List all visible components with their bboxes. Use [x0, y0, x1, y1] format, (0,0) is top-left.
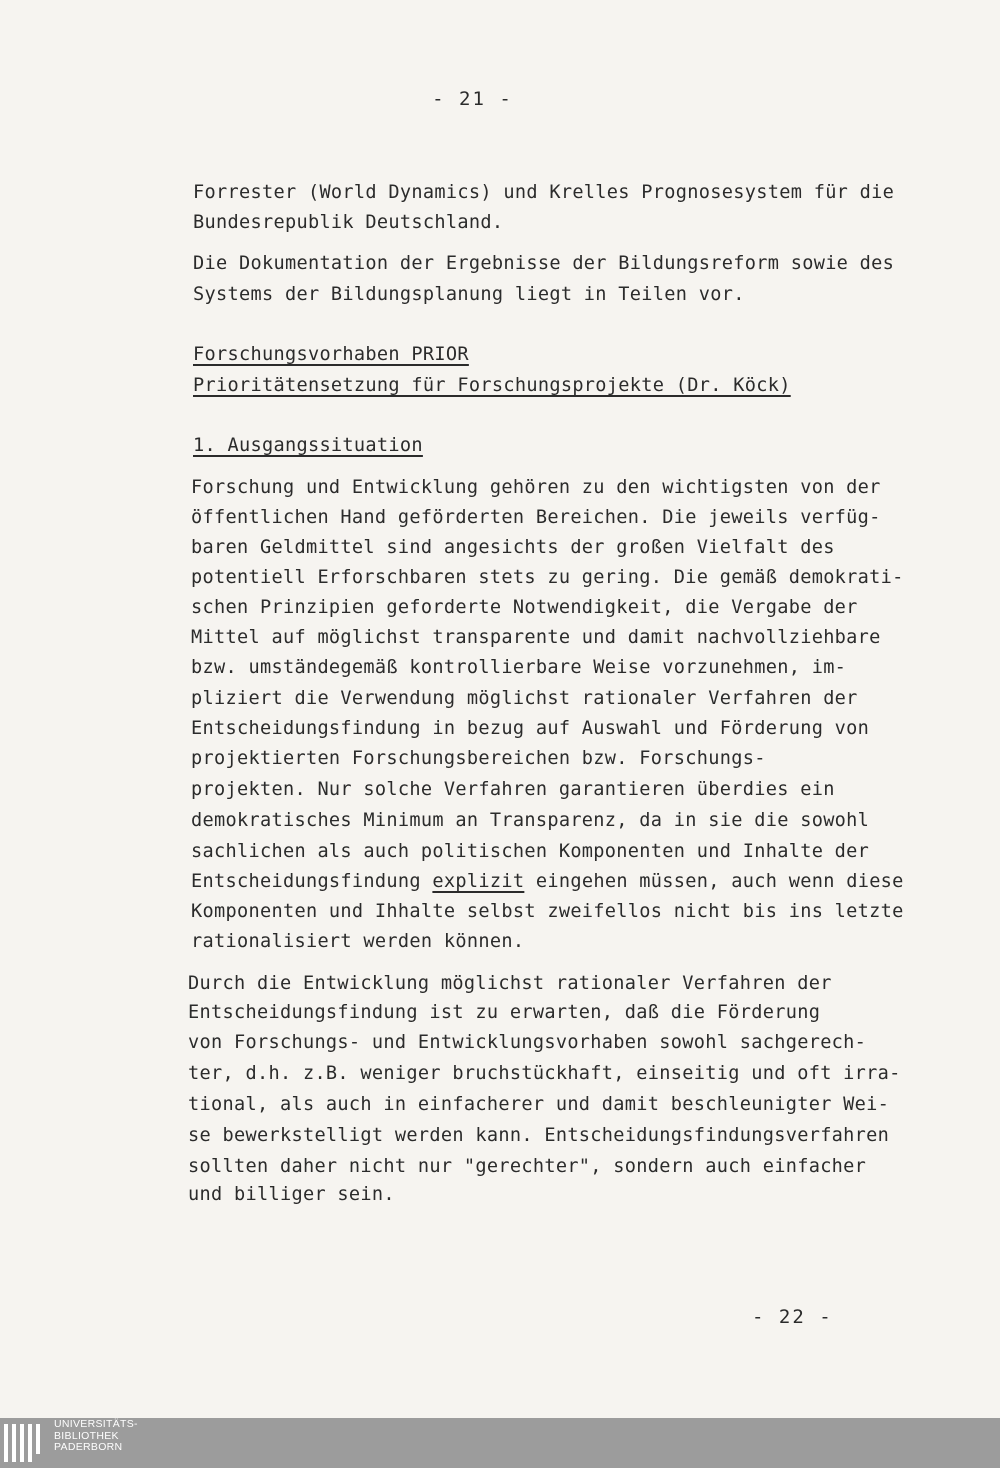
paragraph-line: projektierten Forschungsbereichen bzw. Forschungs- — [191, 748, 766, 769]
paragraph-line: Durch die Entwicklung möglichst rationaler Verfahren der — [188, 973, 832, 994]
intro-line-1: Forrester (World Dynamics) und Krelles Prognosesystem für die — [193, 182, 895, 203]
paragraph-line: Mittel auf möglichst transparente und damit nachvollziehbare — [191, 627, 881, 648]
paragraph-line: potentiell Erforschbaren stets zu gering. Die gemäß demokrati- — [191, 567, 904, 588]
paragraph-line: von Forschungs- und Entwicklungsvorhaben sowohl sachgerech- — [188, 1032, 867, 1053]
paragraph-line: und billiger sein. — [188, 1184, 395, 1205]
paragraph-line: sachlichen als auch politischen Komponenten und Inhalte der — [191, 841, 870, 862]
paragraph-line: bzw. umständegemäß kontrollierbare Weise vorzunehmen, im- — [191, 657, 847, 678]
project-subtitle: Prioritätensetzung für Forschungsprojekte (Dr. Köck) — [193, 375, 791, 396]
library-footer — [0, 1418, 1000, 1468]
paragraph-line: sollten daher nicht nur "gerechter", sondern auch einfacher — [188, 1156, 867, 1177]
paragraph-line: öffentlichen Hand geförderten Bereichen. Die jeweils verfüg- — [191, 507, 881, 528]
paragraph-line: schen Prinzipien geforderte Notwendigkeit, die Vergabe der — [191, 597, 858, 618]
paragraph-line: Entscheidungsfindung ist zu erwarten, daß die Förderung — [188, 1002, 821, 1023]
page-number-top: - 21 - — [432, 88, 513, 110]
documentation-line-1: Die Dokumentation der Ergebnisse der Bildungsreform sowie des — [193, 253, 895, 274]
page-number-bottom: - 22 - — [752, 1306, 833, 1328]
paragraph-line: pliziert die Verwendung möglichst rationaler Verfahren der — [191, 688, 858, 709]
paragraph-line: Forschung und Entwicklung gehören zu den wichtigsten von der — [191, 477, 881, 498]
paragraph-line: rationalisiert werden können. — [191, 931, 525, 952]
paragraph-line: Entscheidungsfindung in bezug auf Auswahl und Förderung von — [191, 718, 870, 739]
logo-line: UNIVERSITÄTS- — [54, 1418, 138, 1430]
paragraph-line: projekten. Nur solche Verfahren garantieren überdies ein — [191, 779, 835, 800]
project-title: Forschungsvorhaben PRIOR — [193, 344, 469, 365]
paragraph-line: Komponenten und Ihhalte selbst zweifellos nicht bis ins letzte — [191, 901, 904, 922]
paragraph-line-segment: Entscheidungsfindung — [191, 871, 433, 892]
paragraph-line-segment: eingehen müssen, auch wenn diese — [524, 871, 904, 892]
intro-line-2: Bundesrepublik Deutschland. — [193, 212, 504, 233]
documentation-line-2: Systems der Bildungsplanung liegt in Teilen vor. — [193, 284, 745, 305]
paragraph-line: ter, d.h. z.B. weniger bruchstückhaft, einseitig und oft irra- — [188, 1063, 901, 1084]
paragraph-line: demokratisches Minimum an Transparenz, da in sie die sowohl — [191, 810, 870, 831]
library-logo-text — [54, 1419, 138, 1454]
logo-line: PADERBORN — [54, 1441, 123, 1453]
paragraph-line: se bewerkstelligt werden kann. Entscheidungsfindungsverfahren — [188, 1125, 890, 1146]
section-heading: 1. Ausgangssituation — [193, 435, 423, 456]
paragraph-line: tional, als auch in einfacherer und damit beschleunigter Wei- — [188, 1094, 890, 1115]
logo-line: BIBLIOTHEK — [54, 1429, 119, 1442]
library-logo-icon — [4, 1424, 44, 1462]
emphasized-word: explizit — [432, 871, 525, 892]
paragraph-line — [191, 870, 904, 894]
paragraph-line: baren Geldmittel sind angesichts der großen Vielfalt des — [191, 537, 835, 558]
